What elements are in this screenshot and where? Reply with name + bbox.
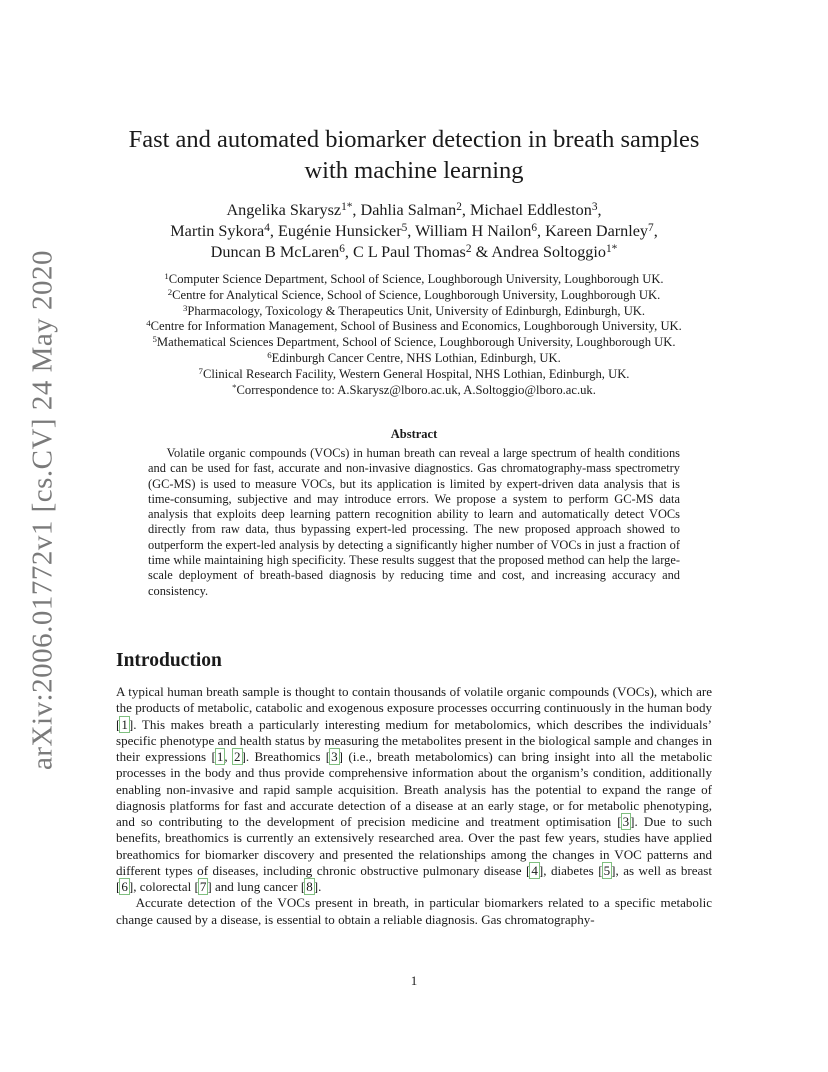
author-list (100, 200, 728, 263)
author-name: Eugénie Hunsicker (277, 222, 402, 240)
citation-link[interactable]: 5 (603, 862, 611, 878)
title-line: Fast and automated biomarker detection in breath samples (128, 126, 700, 153)
affiliation-text: Edinburgh Cancer Centre, NHS Lothian, Edinburgh, UK. (271, 350, 561, 365)
affiliation-mark: 7 (198, 365, 203, 376)
author-affil-mark: 2 (456, 200, 462, 213)
citation-link[interactable]: 6 (121, 879, 128, 894)
affiliation-text: Pharmacology, Toxicology & Therapeutics Unit, University of Edinburgh, Edinburgh, UK. (187, 303, 646, 318)
citation-link[interactable]: 2 (233, 749, 241, 764)
abstract-heading: Abstract (390, 427, 438, 441)
author-name: Duncan B McLaren (210, 243, 340, 261)
citation-link[interactable]: 1 (121, 716, 128, 732)
correspondence (100, 383, 728, 399)
affiliation (100, 288, 728, 304)
paragraph: A typical human breath sample is thought to contain thousands of volatile organic compounds (VOCs), which are the products of metabolic, catabolic and exogenous exposure processes occurring continuously in the human body [1]. This makes breath a particularly interesting medium for metabolomics, which describes the individuals’ specific phenotype and health status by measuring the metabolites present in the biological sample and changes in their expressions [1, 2]. Breathomics [3] (i.e., breath metabolomics) can bring insight into all the metabolic processes in the body and thus provide comprehensive information about the organism’s condition, additionally enabling non-invasive and rapid sample acquisition. Breath analysis has the potential to expand the range of diagnosis platforms for fast and accurate detection of a disease at an early stage, or for metabolic phenotyping, and so contributing to the development of precision medicine and treatment optimisation [3]. Due to such benefits, breathomics is currently an extensively researched area. Over the past few years, studies have applied breathomics for biomarker discovery and presented the relationships among the changes in VOC patterns and different types of diseases, including chronic obstructive pulmonary disease [4], diabetes [5], as well as breast [6], colorectal [7] and lung cancer [8]. (116, 684, 713, 894)
author-line: Angelika Skarysz$^{1*}$, Dahlia Salman$^2$, Michael Eddleston$^3$, (226, 200, 602, 219)
author-name: Kareen Darnley (545, 222, 649, 240)
author-affil-mark: 6 (531, 221, 538, 234)
author-affil-mark: 1* (341, 200, 353, 213)
author-affil-mark: 2 (465, 242, 472, 255)
paragraph-text: . This makes breath a particularly interesting medium for metabolomics, which describes the individuals’ specific phenotype and health status by measuring the metabolites present in the biological sample and changes in their expressions (116, 716, 712, 764)
author-name: Andrea Soltoggio (491, 243, 606, 261)
paragraph-text: (i.e., breath metabolomics) can bring insight into all the metabolic processes in the body and thus provide comprehensive information about the organism’s condition, additionally enabling non-invasive and rapid sample acquisition. Breath analysis has the potential to expand the range of diagnosis platforms for fast and accurate detection of a disease at an early stage, or for metabolic phenotyping, and so contributing to the development of precision medicine and treatment optimisation (116, 749, 712, 829)
paper-title (100, 124, 728, 186)
title-line: with machine learning (304, 157, 524, 184)
correspondence-text: Correspondence to: A.Skarysz@lboro.ac.uk, A.Soltoggio@lboro.ac.uk. (236, 382, 596, 397)
citation-link[interactable]: 7 (199, 879, 207, 894)
citation-link[interactable]: 3 (622, 814, 630, 829)
paragraph-text: ]. Breathomics (241, 749, 326, 764)
arxiv-identifier: arXiv:2006.01772v1 [cs.CV] 24 May 2020 (26, 249, 59, 771)
author-affil-mark: 7 (648, 221, 654, 234)
section-heading: Introduction (116, 650, 222, 671)
page-number: 1 (410, 973, 418, 988)
paragraph-text: Accurate detection of the VOCs present in breath, in particular biomarkers related to a specific metabolic change caused by a disease, is essential to obtain a reliable diagnosis. Gas chromatography- (116, 895, 712, 927)
affiliation-text: Clinical Research Facility, Western General Hospital, NHS Lothian, Edinburgh, UK. (202, 366, 630, 381)
affiliation-mark: 3 (182, 302, 188, 313)
author-name: William H Nailon (415, 222, 532, 240)
author-affil-mark: 3 (591, 200, 598, 213)
author-name: Angelika Skarysz (226, 201, 342, 219)
paragraph-text: , (224, 749, 233, 764)
affiliation (100, 351, 728, 367)
author-name: Dahlia Salman (360, 201, 457, 219)
affiliation (100, 272, 728, 288)
affiliation-text: Mathematical Sciences Department, School of Science, Loughborough University, Loughborough UK. (156, 335, 676, 350)
citation-link[interactable]: 4 (531, 862, 538, 878)
author-affil-mark: 1* (606, 242, 618, 255)
affiliation-list (100, 272, 728, 398)
citation-link[interactable]: 1 (216, 749, 224, 764)
affiliation (100, 335, 728, 351)
author-affil-mark: 5 (401, 221, 408, 234)
affiliation-mark: 1 (164, 271, 169, 282)
abstract (148, 446, 680, 599)
author-affil-mark: 4 (264, 221, 270, 234)
paragraph-text: , colorectal (133, 879, 195, 894)
paragraph-text: A typical human breath sample is thought to contain thousands of volatile organic compounds (VOCs), which are the products of metabolic, catabolic and exogenous exposure processes occurring continuously in the human body (116, 684, 713, 716)
abstract-text: Volatile organic compounds (VOCs) in human breath can reveal a large spectrum of health conditions and can be used for fast, accurate and non-invasive diagnostics. Gas chromatography-mass spectrometry (GC-MS) is used to measure VOCs, but its application is limited by expert-driven data analysis that is time-consuming, subjective and may introduce errors. We propose a system to perform GC-MS data analysis that exploits deep learning pattern recognition ability to learn and automatically detect VOCs directly from raw data, thus bypassing expert-led processing. The new proposed approach showed to outperform the expert-led analysis by detecting a significantly higher number of VOCs in just a fraction of time while maintaining high specificity. These results suggest that the proposed method can help the large-scale deployment of breath-based diagnosis by reducing time and cost, and increasing accuracy and consistency. (148, 446, 680, 598)
affiliation (100, 367, 728, 383)
paragraph-text: , as well as breast (615, 862, 712, 878)
affiliation (100, 319, 728, 335)
affiliation-mark: 6 (267, 350, 272, 361)
citation-link[interactable]: 8 (306, 879, 313, 894)
paragraph-text: . Due to such benefits, breathomics is currently an extensively researched area. Over the past few years, studies have applied breathomics for biomarker discovery and presented the relationships among the changes in VOC patterns and different types of diseases, including chronic obstructive pulmonary disease (116, 814, 712, 878)
arxiv-identifier-sidebar (18, 249, 68, 771)
affiliation (100, 304, 728, 320)
paragraph-text: . (318, 879, 322, 894)
author-line: Duncan B McLaren$^6$, C L Paul Thomas$^2$ & Andrea Soltoggio$^{1*}$ (210, 242, 618, 261)
paragraph-text: , diabetes (543, 862, 599, 878)
author-affil-mark: 6 (339, 242, 345, 255)
correspondence-mark: * (232, 381, 237, 392)
affiliation-mark: 4 (146, 318, 151, 329)
author-line: Martin Sykora$^4$, Eugénie Hunsicker$^5$, William H Nailon$^6$, Kareen Darnley$^7$, (170, 221, 658, 240)
paragraph (116, 895, 712, 928)
author-name: C L Paul Thomas (353, 243, 466, 261)
affiliation-text: Centre for Information Management, School of Business and Economics, Loughborough University, UK. (150, 319, 682, 334)
citation-link[interactable]: 3 (331, 749, 338, 764)
affiliation-mark: 5 (152, 334, 157, 345)
affiliation-text: Centre for Analytical Science, School of Science, Loughborough University, Loughborough UK. (172, 287, 661, 302)
author-name: Michael Eddleston (470, 201, 592, 219)
affiliation-text: Computer Science Department, School of Science, Loughborough University, Loughborough UK. (168, 272, 664, 286)
author-name: Martin Sykora (170, 222, 265, 240)
paragraph-text: and lung cancer (211, 879, 301, 894)
affiliation-mark: 2 (167, 286, 173, 297)
introduction-body (116, 684, 712, 928)
